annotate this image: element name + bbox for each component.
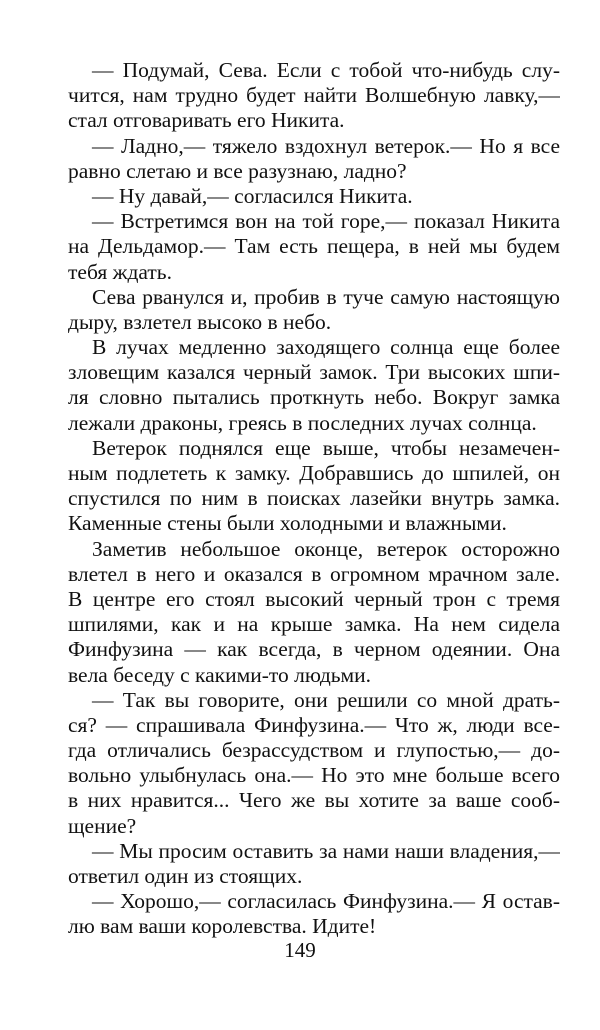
text-line: тебя ждать. (68, 259, 172, 284)
text-line: Ветерок поднялся еще выше, чтобы незамечен- (92, 435, 560, 460)
text-line: вела беседу с какими-то людьми. (68, 662, 372, 687)
text-line: равно слетаю и все разузнаю, ладно? (68, 158, 407, 183)
text-line: Сева рванулся и, пробив в туче самую настоящую (92, 284, 560, 309)
text-line: стал отговаривать его Никита. (68, 108, 345, 133)
text-line: на Дельдамор.— Там есть пещера, в ней мы будем (68, 234, 560, 259)
text-line: дыру, взлетел высоко в небо. (68, 309, 332, 334)
text-line: — Встретимся вон на той горе,— показал Никита (92, 209, 560, 234)
text-line: ответил один из стоящих. (68, 864, 303, 888)
text-line: вольно улыбнулась она.— Но это мне больше всего (68, 763, 560, 788)
text-line: — Ладно,— тяжело вздохнул ветерок.— Но я все (92, 133, 560, 158)
text-line: — Подумай, Сева. Если с тобой что-нибудь слу- (92, 58, 560, 82)
text-line: лежали драконы, греясь в последних лучах солнца. (68, 410, 537, 435)
text-line: шпилями, как и на крыше замка. На нем сидела (68, 612, 560, 637)
text-line: ся? — спрашивала Финфузина.— Что ж, люди все- (68, 712, 560, 737)
text-line: — Ну давай,— согласился Никита. (92, 183, 413, 208)
text-line: ным подлететь к замку. Добравшись до шпилей, он (68, 461, 560, 485)
text-line: лю вам ваши королевства. Идите! (68, 914, 377, 939)
text-line: гда отличались безрассудством и глупостью,— до- (68, 738, 560, 763)
text-line: ля словно пытались проткнуть небо. Вокруг замка (68, 385, 560, 410)
text-line: чится, нам трудно будет найти Волшебную лавку,— (68, 83, 560, 108)
text-line: влетел в него и оказался в огромном мрачном зале. (68, 561, 560, 586)
text-line: Заметив небольшое оконце, ветерок осторожно (92, 536, 560, 561)
text-line: В центре его стоял высокий черный трон с тремя (68, 586, 560, 611)
text-line: — Хорошо,— согласилась Финфузина.— Я остав- (92, 889, 560, 914)
text-line: Каменные стены были холодными и влажными. (68, 511, 507, 536)
text-line: в них нравится... Чего же вы хотите за ваше сооб- (68, 788, 560, 813)
text-line: Финфузина — как всегда, в черном одеянии. Она (68, 637, 560, 662)
text-line: — Так вы говорите, они решили со мной драть- (92, 687, 560, 712)
text-line: В лучах медленно заходящего солнца еще более (92, 335, 560, 360)
page-text-body (68, 58, 560, 940)
text-line: спустился по ним в поисках лазейки внутрь замка. (68, 486, 560, 511)
text-line: щение? (68, 813, 137, 838)
text-line: — Мы просим оставить за нами наши владения,— (92, 838, 560, 863)
page-number: 149 (284, 938, 316, 962)
text-line: зловещим казался черный замок. Три высоких шпи- (68, 360, 560, 385)
